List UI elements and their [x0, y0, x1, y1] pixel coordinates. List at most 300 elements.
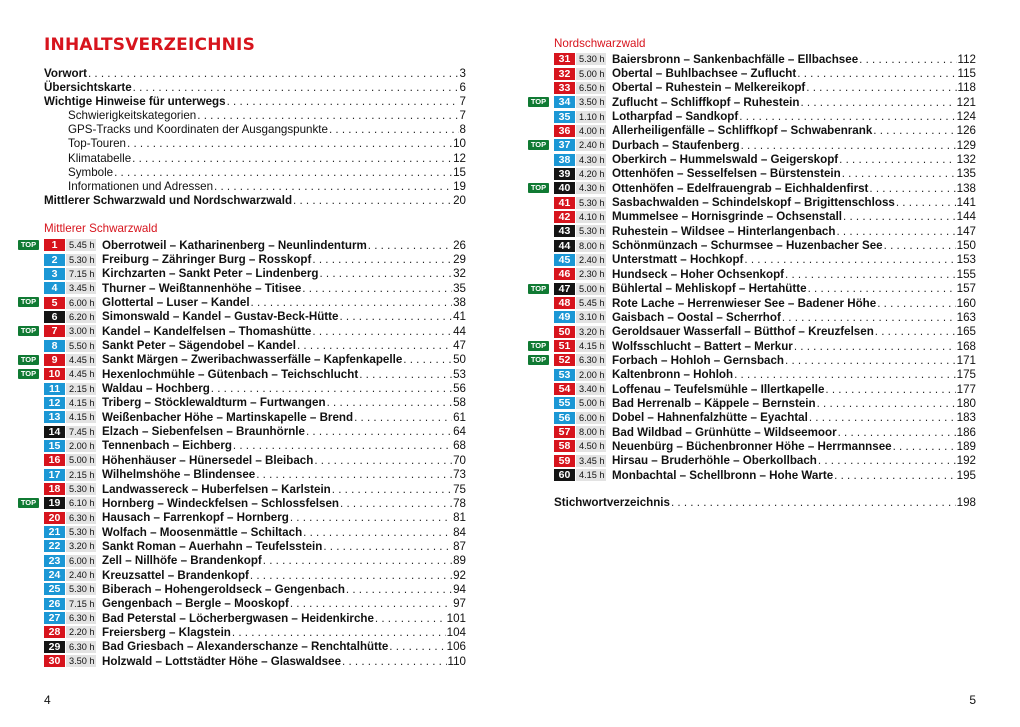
tour-number-badge: 46	[554, 268, 575, 280]
tour-title: Kirchzarten – Sankt Peter – Lindenberg	[102, 267, 319, 281]
tour-title: Gaisbach – Oostal – Scherrhof	[612, 310, 781, 324]
tour-entry[interactable]	[554, 382, 976, 396]
tour-page: 155	[956, 267, 976, 281]
leader-dots	[741, 139, 956, 152]
tour-duration: 5.30 h	[66, 583, 96, 595]
tour-page: 195	[956, 468, 976, 482]
tour-title: Unterstmatt – Hochkopf	[612, 253, 744, 267]
tour-number-badge: 6	[44, 311, 65, 323]
leader-dots	[375, 612, 446, 625]
tour-duration: 6.00 h	[576, 412, 606, 424]
toc-entry-page: 12	[453, 151, 466, 165]
leader-dots	[214, 180, 452, 194]
tour-entry[interactable]	[44, 625, 466, 639]
toc-entry-title: Klimatabelle	[68, 151, 132, 165]
tour-page: 38	[453, 296, 466, 310]
tour-page: 189	[956, 439, 976, 453]
tour-entry[interactable]	[530, 95, 976, 109]
tour-entry[interactable]	[554, 52, 976, 66]
leader-dots	[227, 95, 459, 109]
tour-entry[interactable]	[44, 281, 466, 295]
toc-entry[interactable]	[44, 67, 466, 81]
tour-page: 112	[957, 52, 976, 66]
tour-duration: 5.30 h	[66, 254, 96, 266]
tour-page: 97	[453, 597, 466, 611]
tour-title: Simonswald – Kandel – Gustav-Beck-Hütte	[102, 310, 339, 324]
tour-duration: 4.30 h	[576, 182, 606, 194]
top-tour-badge: TOP	[528, 355, 549, 365]
toc-entry[interactable]	[44, 123, 466, 137]
tour-page: 129	[956, 138, 976, 152]
leader-dots	[297, 339, 452, 352]
toc-entry[interactable]	[44, 166, 466, 180]
tour-number-badge: 17	[44, 469, 65, 481]
leader-dots	[859, 53, 956, 66]
tour-duration: 7.15 h	[66, 598, 96, 610]
tour-entry[interactable]	[530, 339, 976, 353]
tour-number-badge: 56	[554, 412, 575, 424]
tour-duration: 4.20 h	[576, 168, 606, 180]
tour-entry[interactable]	[44, 525, 466, 539]
tour-entry[interactable]	[554, 109, 976, 123]
leader-dots	[306, 425, 452, 438]
leader-dots	[211, 382, 452, 395]
toc-entry-page: 10	[453, 137, 466, 151]
leader-dots	[825, 383, 955, 396]
tour-entry[interactable]	[44, 410, 466, 424]
tour-page: 121	[956, 95, 976, 109]
leader-dots	[869, 182, 955, 195]
tour-duration: 1.10 h	[576, 111, 606, 123]
tour-page: 73	[453, 468, 466, 482]
tour-title: Loffenau – Teufelsmühle – Illertkapelle	[612, 382, 825, 396]
tour-entry[interactable]	[530, 181, 976, 195]
leader-dots	[818, 454, 956, 467]
tour-page: 124	[956, 110, 976, 124]
toc-entry-title: Mittlerer Schwarzwald und Nordschwarzwald	[44, 193, 293, 207]
tour-number-badge: 55	[554, 397, 575, 409]
right-page	[510, 0, 1020, 727]
tour-page: 104	[446, 625, 466, 639]
tour-page: 160	[956, 296, 976, 310]
leader-dots	[896, 196, 956, 209]
tour-duration: 6.30 h	[66, 512, 96, 524]
tour-number-badge: 2	[44, 254, 65, 266]
tour-title: Kandel – Kandelfelsen – Thomashütte	[102, 324, 312, 338]
leader-dots	[314, 454, 452, 467]
tour-title: Geroldsauer Wasserfall – Bütthof – Kreuzfelsen	[612, 325, 874, 339]
tour-page: 61	[453, 410, 466, 424]
tour-title: Baiersbronn – Sankenbachfälle – Ellbachsee	[612, 52, 859, 66]
tour-duration: 4.30 h	[576, 154, 606, 166]
tour-title: Kaltenbronn – Hohloh	[612, 368, 734, 382]
tour-title: Hornberg – Windeckfelsen – Schlossfelsen	[102, 496, 339, 510]
tour-page: 106	[446, 640, 466, 654]
tour-entry[interactable]	[44, 396, 466, 410]
toc-entry-page: 6	[459, 81, 466, 95]
tour-entry[interactable]	[44, 597, 466, 611]
leader-dots	[323, 540, 452, 553]
tour-title: Triberg – Stöcklewaldturm – Furtwangen	[102, 396, 326, 410]
leader-dots	[843, 210, 956, 223]
tour-title: Gengenbach – Bergle – Mooskopf	[102, 597, 289, 611]
tour-title: Wolfsschlucht – Battert – Merkur	[612, 339, 793, 353]
leader-dots	[834, 469, 955, 482]
tour-entry[interactable]	[554, 296, 976, 310]
tour-entry[interactable]	[554, 325, 976, 339]
tour-title: Biberach – Hohengeroldseck – Gengenbach	[102, 582, 345, 596]
tour-duration: 3.50 h	[576, 96, 606, 108]
tour-entry[interactable]	[530, 138, 976, 152]
tour-duration: 8.00 h	[576, 240, 606, 252]
tour-duration: 2.40 h	[66, 569, 96, 581]
tour-number-badge: 33	[554, 82, 575, 94]
tour-number-badge: 5	[44, 297, 65, 309]
tour-number-badge: 26	[44, 598, 65, 610]
tour-entry[interactable]	[44, 640, 466, 654]
tour-entry[interactable]	[554, 66, 976, 80]
top-tour-badge: TOP	[18, 355, 39, 365]
tour-entry[interactable]	[44, 468, 466, 482]
toc-entry-title: Schwierigkeitskategorien	[68, 109, 197, 123]
tour-number-badge: 42	[554, 211, 575, 223]
tour-page: 56	[453, 382, 466, 396]
toc-entry[interactable]	[44, 95, 466, 109]
tour-duration: 5.00 h	[576, 68, 606, 80]
leader-dots	[809, 411, 956, 424]
tour-entry[interactable]	[44, 338, 466, 352]
tour-duration: 7.15 h	[66, 268, 96, 280]
tour-duration: 4.00 h	[576, 125, 606, 137]
tour-entry[interactable]	[530, 282, 976, 296]
tour-entry[interactable]	[44, 568, 466, 582]
tour-entry[interactable]	[44, 539, 466, 553]
tour-duration: 7.45 h	[66, 426, 96, 438]
tour-number-badge: 1	[44, 239, 65, 251]
top-tour-badge: TOP	[528, 183, 549, 193]
tour-page: 26	[453, 238, 466, 252]
tour-duration: 6.10 h	[66, 497, 96, 509]
tour-entry[interactable]	[20, 367, 466, 381]
leader-dots	[293, 194, 452, 208]
toc-entry[interactable]	[44, 109, 466, 123]
tour-number-badge: 10	[44, 368, 65, 380]
tour-duration: 2.30 h	[576, 268, 606, 280]
tour-number-badge: 29	[44, 641, 65, 653]
tour-page: 75	[453, 482, 466, 496]
tour-page: 171	[956, 353, 976, 367]
tour-number-badge: 19	[44, 497, 65, 509]
tour-number-badge: 4	[44, 282, 65, 294]
tour-number-badge: 50	[554, 326, 575, 338]
toc-entry[interactable]	[44, 194, 466, 208]
tour-number-badge: 28	[44, 626, 65, 638]
tour-duration: 5.30 h	[576, 53, 606, 65]
leader-dots	[782, 311, 956, 324]
toc-entry-page: 7	[459, 109, 466, 123]
tour-entry[interactable]	[530, 353, 976, 367]
tour-entry[interactable]	[44, 654, 466, 668]
tour-entry[interactable]	[44, 511, 466, 525]
tour-entry[interactable]	[20, 324, 466, 338]
toc-entry-title: Symbole	[68, 165, 114, 179]
toc-entry-page: 198	[956, 496, 976, 509]
tour-page: 144	[956, 210, 976, 224]
tour-title: Forbach – Hohloh – Gernsbach	[612, 353, 785, 367]
tour-entry[interactable]	[554, 253, 976, 267]
tour-number-badge: 54	[554, 383, 575, 395]
tour-entry[interactable]	[554, 167, 976, 181]
tour-page: 53	[453, 367, 466, 381]
tour-duration: 2.15 h	[66, 469, 96, 481]
tour-number-badge: 60	[554, 469, 575, 481]
tour-duration: 3.10 h	[576, 311, 606, 323]
tour-number-badge: 8	[44, 340, 65, 352]
tour-entry[interactable]	[44, 381, 466, 395]
tour-page: 32	[453, 267, 466, 281]
toc-entry[interactable]	[44, 81, 466, 95]
leader-dots	[303, 526, 452, 539]
tour-duration: 3.50 h	[66, 655, 96, 667]
tour-title: Bad Peterstal – Löcherbergwasen – Heidenkirche	[102, 611, 374, 625]
tour-duration: 6.30 h	[66, 612, 96, 624]
tour-page: 101	[446, 611, 466, 625]
leader-dots	[250, 569, 452, 582]
tour-entry[interactable]	[554, 454, 976, 468]
tour-duration: 6.50 h	[576, 82, 606, 94]
tour-number-badge: 7	[44, 325, 65, 337]
toc-entry-title: Stichwortverzeichnis	[554, 496, 670, 509]
tour-entry[interactable]	[554, 310, 976, 324]
tour-duration: 6.20 h	[66, 311, 96, 323]
tour-page: 175	[956, 368, 976, 382]
leader-dots	[312, 325, 452, 338]
leader-dots	[806, 81, 956, 94]
tour-title: Hexenlochmühle – Gütenbach – Teichschlucht	[102, 367, 359, 381]
tour-title: Mummelsee – Hornisgrinde – Ochsenstall	[612, 210, 843, 224]
tour-entry[interactable]	[44, 582, 466, 596]
top-tour-badge: TOP	[18, 326, 39, 336]
tour-number-badge: 21	[44, 526, 65, 538]
leader-dots	[354, 411, 452, 424]
tour-number-badge: 32	[554, 68, 575, 80]
tour-entry[interactable]	[554, 152, 976, 166]
leader-dots	[132, 152, 452, 166]
tour-title: Glottertal – Luser – Kandel	[102, 296, 250, 310]
tour-number-badge: 13	[44, 411, 65, 423]
tour-entry[interactable]	[554, 124, 976, 138]
top-tour-badge: TOP	[528, 284, 549, 294]
tour-title: Sankt Roman – Auerhahn – Teufelsstein	[102, 539, 323, 553]
top-tour-badge: TOP	[528, 140, 549, 150]
tour-number-badge: 15	[44, 440, 65, 452]
leader-dots	[368, 239, 452, 252]
tour-list-mittlerer-schwarzwald	[20, 238, 466, 668]
leader-dots	[290, 597, 452, 610]
tour-duration: 3.45 h	[66, 282, 96, 294]
tour-entry[interactable]	[20, 238, 466, 252]
tour-title: Bad Wildbad – Grünhütte – Wildseemoor	[612, 425, 837, 439]
tour-page: 186	[956, 425, 976, 439]
tour-entry[interactable]	[554, 81, 976, 95]
top-tour-badge: TOP	[18, 369, 39, 379]
tour-duration: 2.20 h	[66, 626, 96, 638]
tour-page: 150	[956, 239, 976, 253]
tour-title: Freiburg – Zähringer Burg – Rosskopf	[102, 253, 312, 267]
tour-number-badge: 25	[44, 583, 65, 595]
tour-page: 110	[447, 654, 466, 668]
tour-entry[interactable]	[44, 554, 466, 568]
tour-title: Weißenbacher Höhe – Martinskapelle – Brend	[102, 410, 354, 424]
tour-page: 35	[453, 281, 466, 295]
tour-duration: 4.50 h	[576, 440, 606, 452]
tour-title: Bad Griesbach – Alexanderschanze – Renchtalhütte	[102, 640, 389, 654]
top-tour-badge: TOP	[18, 498, 39, 508]
tour-title: Ottenhöfen – Sesselfelsen – Bürstenstein	[612, 167, 841, 181]
tour-entry[interactable]	[20, 295, 466, 310]
tour-title: Rote Lache – Herrenwieser See – Badener Höhe	[612, 296, 877, 310]
tour-entry[interactable]	[554, 195, 976, 209]
tour-entry[interactable]	[44, 482, 466, 496]
leader-dots	[197, 109, 458, 123]
tour-duration: 4.15 h	[576, 469, 606, 481]
tour-page: 78	[453, 496, 466, 510]
tour-title: Zuflucht – Schliffkopf – Ruhestein	[612, 95, 800, 109]
tour-title: Höhenhäuser – Hünersedel – Bleibach	[102, 453, 314, 467]
tour-entry[interactable]	[554, 210, 976, 224]
tour-duration: 5.45 h	[576, 297, 606, 309]
tour-title: Kreuzsattel – Brandenkopf	[102, 568, 249, 582]
tour-title: Hirsau – Bruderhöhle – Oberkollbach	[612, 454, 817, 468]
toc-entry-page: 7	[459, 95, 466, 109]
tour-entry[interactable]	[44, 439, 466, 453]
leader-dots	[359, 368, 452, 381]
tour-duration: 5.00 h	[576, 397, 606, 409]
tour-duration: 2.40 h	[576, 254, 606, 266]
tour-entry[interactable]	[44, 267, 466, 281]
tour-page: 41	[453, 310, 466, 324]
tour-title: Bühlertal – Mehliskopf – Hertahütte	[612, 282, 807, 296]
tour-page: 64	[453, 425, 466, 439]
tour-page: 68	[453, 439, 466, 453]
leader-dots	[893, 440, 956, 453]
tour-page: 44	[453, 324, 466, 338]
tour-title: Durbach – Staufenberg	[612, 138, 740, 152]
tour-number-badge: 45	[554, 254, 575, 266]
tour-entry[interactable]	[44, 310, 466, 324]
leader-dots	[808, 282, 956, 295]
tour-title: Sankt Peter – Sägendobel – Kandel	[102, 339, 296, 353]
tour-entry[interactable]	[44, 424, 466, 438]
tour-page: 180	[956, 396, 976, 410]
leader-dots	[875, 325, 956, 338]
tour-entry[interactable]	[554, 396, 976, 410]
tour-entry[interactable]	[20, 496, 466, 510]
tour-page: 50	[453, 353, 466, 367]
leader-dots	[127, 137, 452, 151]
tour-page: 132	[956, 153, 976, 167]
tour-duration: 3.45 h	[576, 455, 606, 467]
tour-entry[interactable]	[20, 353, 466, 367]
tour-entry[interactable]	[44, 453, 466, 467]
tour-entry[interactable]	[554, 368, 976, 382]
tour-entry[interactable]	[554, 411, 976, 425]
tour-number-badge: 37	[554, 139, 575, 151]
tour-entry[interactable]	[554, 468, 976, 482]
leader-dots	[251, 296, 453, 309]
tour-duration: 3.20 h	[66, 540, 96, 552]
tour-number-badge: 14	[44, 426, 65, 438]
tour-number-badge: 34	[554, 96, 575, 108]
tour-page: 81	[453, 511, 466, 525]
tour-duration: 4.10 h	[576, 211, 606, 223]
tour-duration: 4.45 h	[66, 368, 96, 380]
tour-page: 177	[956, 382, 976, 396]
tour-duration: 2.00 h	[66, 440, 96, 452]
tour-number-badge: 22	[44, 540, 65, 552]
tour-number-badge: 47	[554, 283, 575, 295]
toc-heading: INHALTSVERZEICHNIS	[44, 35, 256, 55]
tour-entry[interactable]	[44, 611, 466, 625]
page-number-left: 4	[44, 693, 51, 707]
tour-number-badge: 24	[44, 569, 65, 581]
tour-duration: 6.00 h	[66, 555, 96, 567]
tour-title: Waldau – Hochberg	[102, 382, 210, 396]
leader-dots	[233, 439, 452, 452]
tour-duration: 6.30 h	[66, 641, 96, 653]
leader-dots	[346, 583, 452, 596]
leader-dots	[290, 511, 452, 524]
leader-dots	[794, 340, 956, 353]
tour-duration: 4.15 h	[66, 411, 96, 423]
toc-entry-page: 15	[453, 165, 466, 179]
toc-entry-stichwortverzeichnis[interactable]	[554, 496, 976, 510]
tour-entry[interactable]	[554, 238, 976, 252]
leader-dots	[256, 468, 452, 481]
toc-entry-page: 19	[453, 179, 466, 193]
leader-dots	[744, 253, 955, 266]
tour-entry[interactable]	[554, 425, 976, 439]
tour-title: Oberrotweil – Katharinenberg – Neunlindenturm	[102, 238, 367, 252]
tour-page: 163	[956, 310, 976, 324]
leader-dots	[133, 81, 459, 95]
tour-duration: 3.20 h	[576, 326, 606, 338]
tour-entry[interactable]	[554, 267, 976, 281]
index-entry	[554, 496, 976, 510]
toc-entry[interactable]	[44, 180, 466, 194]
tour-entry[interactable]	[554, 224, 976, 238]
toc-entry[interactable]	[44, 152, 466, 166]
tour-title: Zell – Nillhöfe – Brandenkopf	[102, 554, 262, 568]
tour-page: 58	[453, 396, 466, 410]
tour-entry[interactable]	[554, 439, 976, 453]
leader-dots	[403, 353, 452, 366]
tour-entry[interactable]	[44, 252, 466, 266]
leader-dots	[797, 67, 956, 80]
toc-entry[interactable]	[44, 137, 466, 151]
leader-dots	[734, 368, 956, 381]
tour-title: Ottenhöfen – Edelfrauengrab – Eichhaldenfirst	[612, 181, 869, 195]
tour-number-badge: 43	[554, 225, 575, 237]
tour-page: 118	[957, 81, 976, 95]
tour-page: 115	[957, 67, 976, 81]
tour-number-badge: 9	[44, 354, 65, 366]
toc-general-list	[44, 67, 466, 208]
leader-dots	[817, 397, 956, 410]
tour-duration: 8.00 h	[576, 426, 606, 438]
toc-entry-title: Informationen und Adressen	[68, 179, 214, 193]
tour-title: Dobel – Hahnenfalzhütte – Eyachtal	[612, 411, 808, 425]
